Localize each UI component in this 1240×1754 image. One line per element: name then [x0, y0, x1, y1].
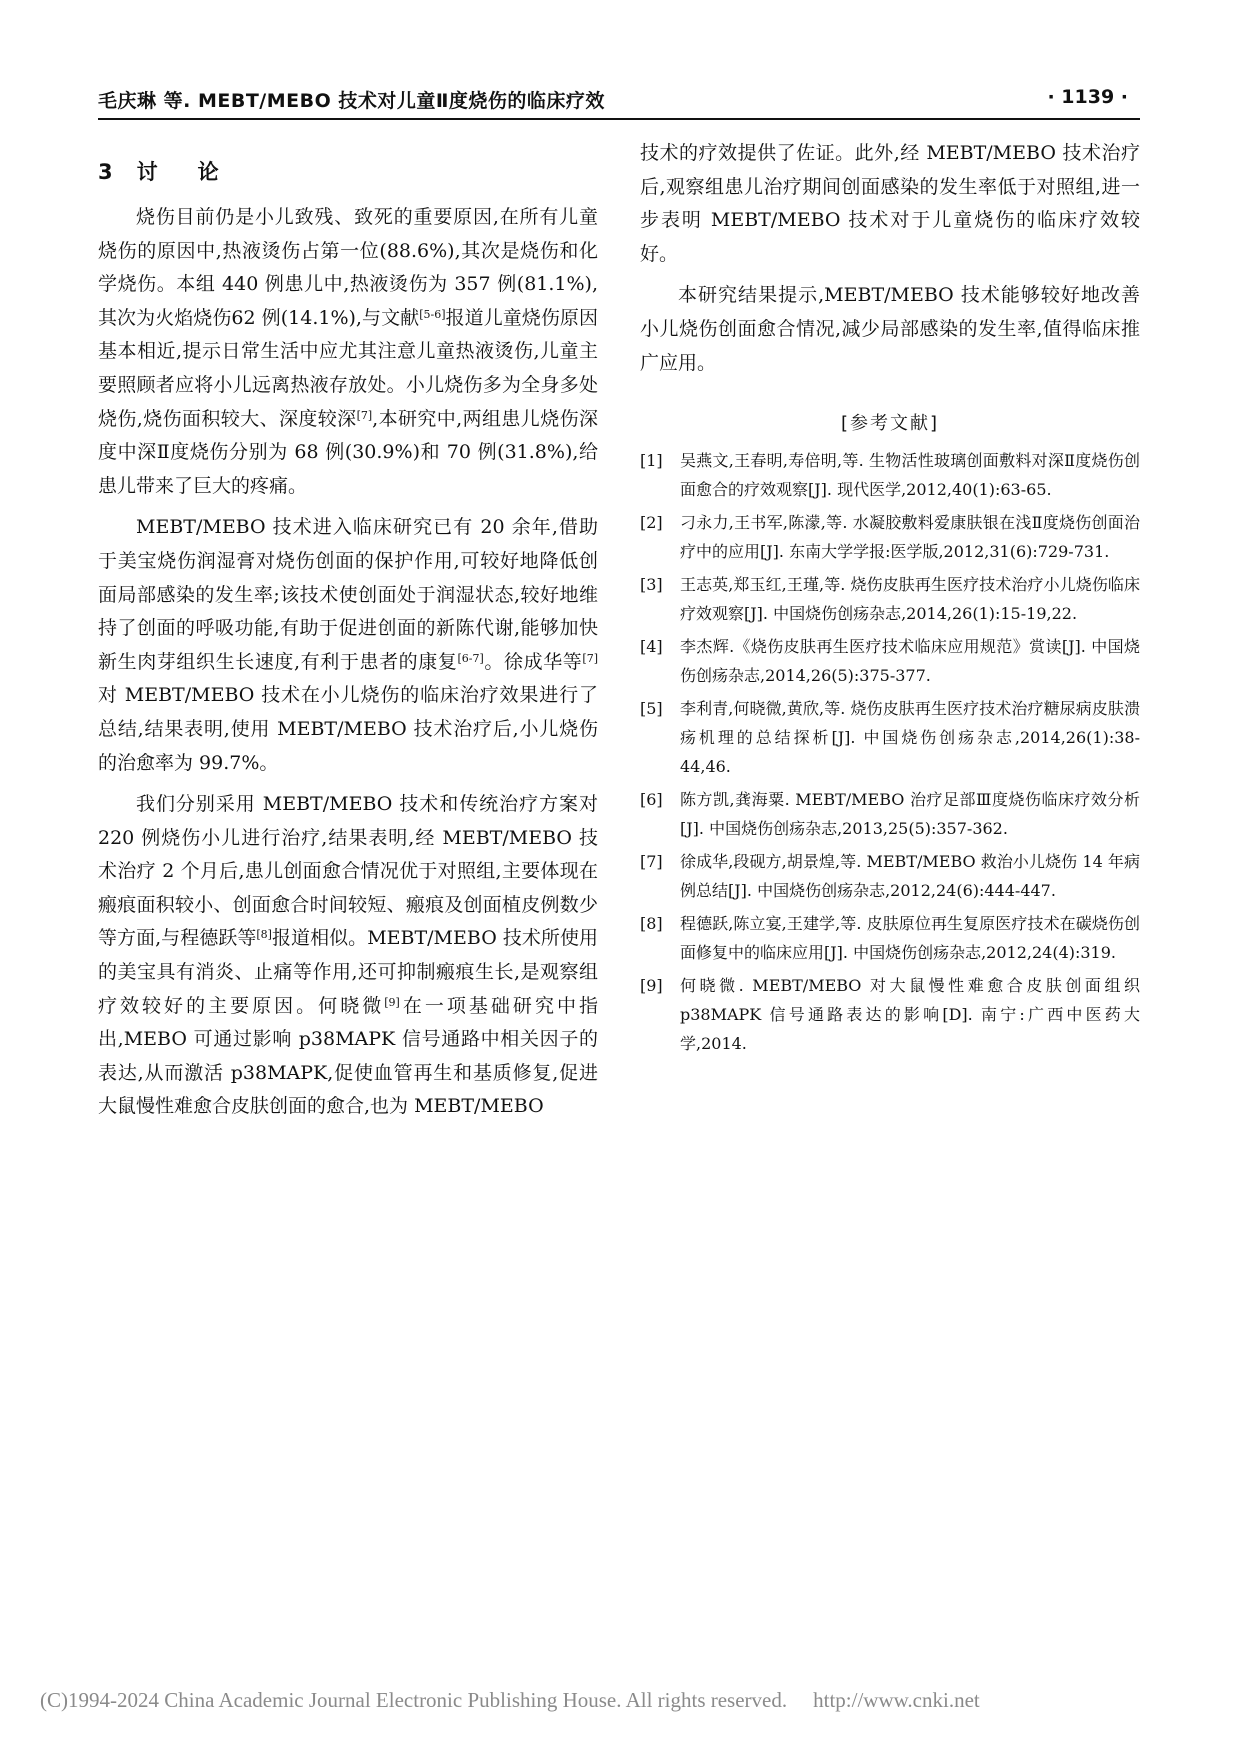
publisher-url: http://www.cnki.net — [813, 1688, 980, 1712]
reference-item — [640, 508, 1140, 566]
reference-text: 徐成华,段砚方,胡景煌,等. MEBT/MEBO 救治小儿烧伤 14 年病例总结[J]. 中国烧伤创疡杂志,2012,24(6):444-447. — [680, 852, 1140, 901]
reference-text: 王志英,郑玉红,王瑾,等. 烧伤皮肤再生医疗技术治疗小儿烧伤临床疗效观察[J]. 中国烧伤创疡杂志,2014,26(1):15-19,22. — [680, 575, 1140, 624]
paragraph-3-text-c: 在一项基础研究中指出,MEBO 可通过影响 p38MAPK 信号通路中相关因子的表达,从而激活 p38MAPK,促使血管再生和基质修复,促进大鼠慢性难愈合皮肤创面的愈合,也为 MEBT/MEBO — [98, 994, 598, 1118]
reference-text: 吴燕文,王春明,寿倍明,等. 生物活性玻璃创面敷料对深Ⅱ度烧伤创面愈合的疗效观察[J]. 现代医学,2012,40(1):63-65. — [680, 451, 1140, 500]
left-column — [98, 137, 598, 1124]
reference-index: [6] — [640, 790, 663, 810]
paragraph-2-text-c: 对 MEBT/MEBO 技术在小儿烧伤的临床治疗效果进行了总结,结果表明,使用 MEBT/MEBO 技术治疗后,小儿烧伤的治愈率为 99.7%。 — [98, 684, 598, 774]
paragraph-4: 本研究结果提示,MEBT/MEBO 技术能够较好地改善小儿烧伤创面愈合情况,减少局部感染的发生率,值得临床推广应用。 — [640, 284, 1140, 374]
reference-item — [640, 632, 1140, 690]
paragraph-3 — [98, 788, 598, 1124]
references-heading: [参考文献] — [840, 413, 940, 435]
copyright-text: (C)1994-2024 China Academic Journal Electronic Publishing House. All rights reserved. — [40, 1688, 788, 1712]
right-column — [640, 137, 1140, 1062]
copyright-footer — [40, 1688, 1200, 1713]
running-title: 毛庆琳 等. MEBT/MEBO 技术对儿童Ⅱ度烧伤的临床疗效 — [98, 90, 605, 112]
reference-text: 刁永力,王书军,陈濛,等. 水凝胶敷料爱康肤银在浅Ⅱ度烧伤创面治疗中的应用[J]. 东南大学学报:医学版,2012,31(6):729-731. — [680, 513, 1140, 562]
reference-index: [8] — [640, 914, 663, 934]
paragraph-3-text-a: 我们分别采用 MEBT/MEBO 技术和传统治疗方案对 220 例烧伤小儿进行治疗,结果表明,经 MEBT/MEBO 技术治疗 2 个月后,患儿创面愈合情况优于对照组,主要体现在瘢痕面积较小、创面愈合时间较短、瘢痕及创面植皮例数少等方面,与程德跃等 — [98, 793, 598, 950]
paragraph-3-text-b: 报道相似。MEBT/MEBO 技术所使用的美宝具有消炎、止痛等作用,还可抑制瘢痕生长,是观察组疗效较好的主要原因。何晓微 — [98, 927, 598, 1017]
section-title-char-1: 讨 — [136, 160, 160, 184]
reference-index: [4] — [640, 637, 663, 657]
reference-text: 何晓微. MEBT/MEBO 对大鼠慢性难愈合皮肤创面组织 p38MAPK 信号通路表达的影响[D]. 南宁:广西中医药大学,2014. — [680, 976, 1140, 1054]
paragraph-1 — [98, 201, 598, 503]
reference-text: 李利青,何晓微,黄欣,等. 烧伤皮肤再生医疗技术治疗糖尿病皮肤溃疡机理的总结探析[J]. 中国烧伤创疡杂志,2014,26(1):38-44,46. — [680, 699, 1140, 777]
reference-item — [640, 785, 1140, 843]
reference-item — [640, 847, 1140, 905]
paragraph-3-continued: 技术的疗效提供了佐证。此外,经 MEBT/MEBO 技术治疗后,观察组患儿治疗期间创面感染的发生率低于对照组,进一步表明 MEBT/MEBO 技术对于儿童烧伤的临床疗效较好。 — [640, 142, 1140, 265]
citation: [7] — [356, 408, 373, 422]
page-number: · 1139 · — [1047, 86, 1128, 108]
reference-index: [3] — [640, 575, 663, 595]
citation: [8] — [256, 928, 272, 942]
paragraph-2-text-a: MEBT/MEBO 技术进入临床研究已有 20 余年,借助于美宝烧伤润湿膏对烧伤创面的保护作用,可较好地降低创面局部感染的发生率;该技术使创面处于润湿状态,较好地维持了创面的呼吸功能,有助于促进创面的新陈代谢,能够加快新生肉芽组织生长速度,有利于患者的康复 — [98, 516, 598, 673]
paragraph-1-text-b: 报道儿童烧伤原因基本相近,提示日常生活中应尤其注意儿童热液烫伤,儿童主要照顾者应将小儿远离热液存放处。小儿烧伤多为全身多处烧伤,烧伤面积较大、深度较深 — [98, 306, 598, 430]
reference-text: 程德跃,陈立宴,王建学,等. 皮肤原位再生复原医疗技术在碳烧伤创面修复中的临床应用[J]. 中国烧伤创疡杂志,2012,24(4):319. — [680, 914, 1140, 963]
paragraph-1-text-a: 烧伤目前仍是小儿致残、致死的重要原因,在所有儿童烧伤的原因中,热液烫伤占第一位(88.6%),其次是烧伤和化学烧伤。本组 440 例患儿中,热液烫伤为 357 例(81.1%),其次为火焰烧伤62 例(14.1%),与文献 — [98, 206, 598, 329]
reference-index: [1] — [640, 451, 663, 471]
reference-item — [640, 971, 1140, 1058]
reference-item — [640, 909, 1140, 967]
reference-list — [640, 446, 1140, 1058]
reference-item — [640, 570, 1140, 628]
citation: [9] — [384, 995, 400, 1009]
reference-item — [640, 446, 1140, 504]
paragraph-2-text-b: 。徐成华等 — [483, 650, 583, 673]
reference-item — [640, 694, 1140, 781]
reference-text: 陈方凯,龚海粟. MEBT/MEBO 治疗足部Ⅲ度烧伤临床疗效分析[J]. 中国烧伤创疡杂志,2013,25(5):357-362. — [680, 790, 1140, 839]
citation: [6-7] — [457, 651, 484, 665]
section-number: 3 — [98, 160, 115, 184]
reference-text: 李杰辉.《烧伤皮肤再生医疗技术临床应用规范》赏读[J]. 中国烧伤创疡杂志,2014,26(5):375-377. — [680, 637, 1140, 686]
citation: [5-6] — [419, 307, 446, 321]
reference-index: [2] — [640, 513, 663, 533]
section-title-char-2: 论 — [197, 160, 221, 184]
citation: [7] — [582, 651, 598, 665]
paragraph-1-text-c: ,本研究中,两组患儿烧伤深度中深Ⅱ度烧伤分别为 68 例(30.9%)和 70 例(31.8%),给患儿带来了巨大的疼痛。 — [98, 407, 598, 497]
running-header — [98, 84, 1140, 120]
reference-index: [9] — [640, 976, 663, 996]
reference-index: [5] — [640, 699, 663, 719]
paragraph-2 — [98, 511, 598, 780]
section-heading — [98, 143, 598, 201]
reference-index: [7] — [640, 852, 663, 872]
